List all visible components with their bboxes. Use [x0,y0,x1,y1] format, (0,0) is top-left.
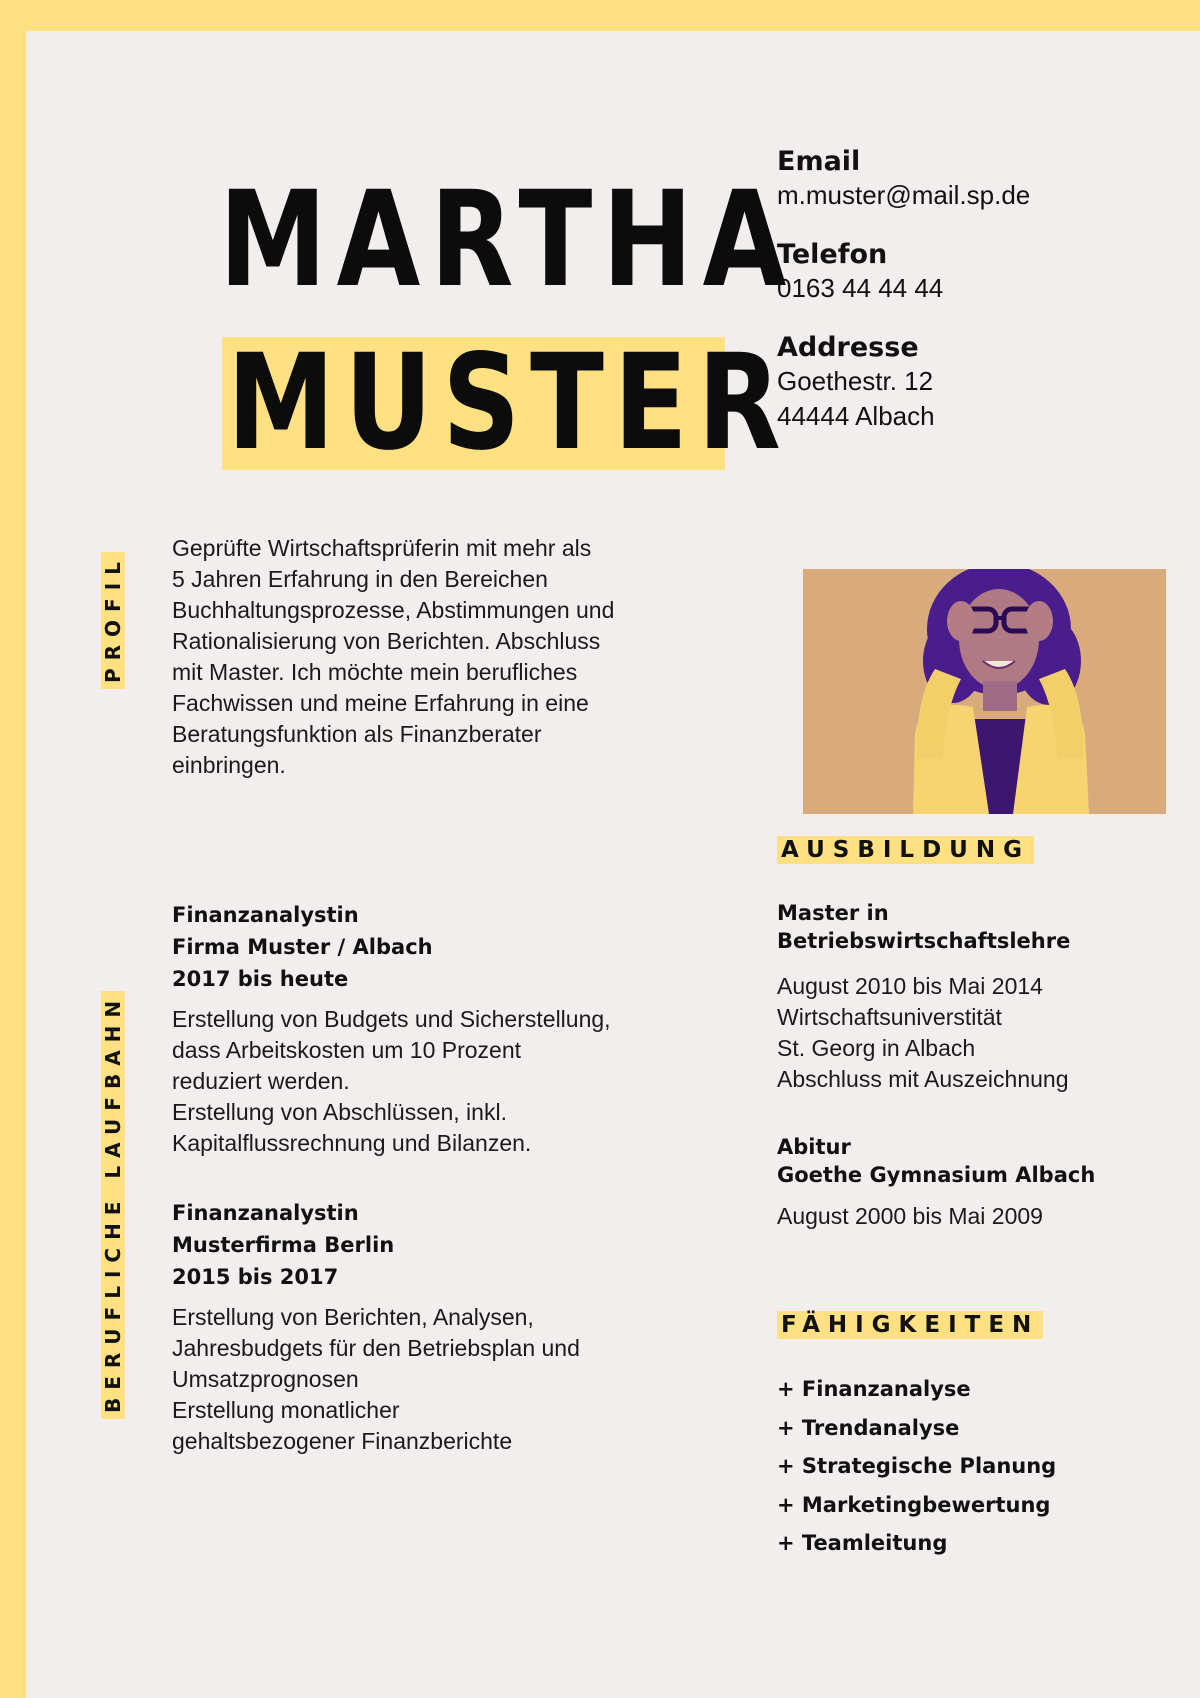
education-entry [777,1133,1177,1232]
profile-line: Geprüfte Wirtschaftsprüferin mit mehr als [172,535,592,561]
phone-value: 0163 44 44 44 [777,273,944,303]
job-company: Musterfirma Berlin [172,1233,395,1257]
resume-page [26,31,1200,1698]
last-name: MUSTER [227,326,791,480]
profile-text [172,533,652,781]
profile-line: einbringen. [172,752,286,778]
job-line: Umsatzprognosen [172,1366,359,1392]
skills-list [777,1370,1177,1563]
address-street: Goethestr. 12 [777,366,934,396]
career-section-label: BERUFLICHE LAUFBAHN [101,991,125,1419]
job-line: Erstellung von Abschlüssen, inkl. [172,1099,507,1125]
education-list [777,899,1177,1232]
job-period: 2017 bis heute [172,967,349,991]
address-label: Addresse [777,332,919,363]
job-description [172,1004,672,1159]
education-line: Abschluss mit Auszeichnung [777,1066,1069,1092]
email-label: Email [777,146,861,177]
profile-line: Fachwissen und meine Erfahrung in eine [172,690,589,716]
job-line: Erstellung von Berichten, Analysen, [172,1304,534,1330]
profile-line: Buchhaltungsprozesse, Abstimmungen und [172,597,615,623]
contact-phone [777,239,1177,306]
education-line: August 2010 bis Mai 2014 [777,973,1043,999]
profile-section-label: PROFIL [101,552,125,689]
contact-address [777,332,1177,434]
education-details [777,971,1177,1095]
job-line: Jahresbudgets für den Betriebsplan und [172,1335,580,1361]
job-line: Erstellung monatlicher [172,1397,400,1423]
contact-email [777,146,1177,213]
portrait-photo-icon [803,569,1166,814]
profile-line: Rationalisierung von Berichten. Abschluss [172,628,601,654]
skill-item: + Teamleitung [777,1531,948,1555]
job-entry [172,1197,672,1457]
education-entry [777,899,1177,1095]
job-line: gehaltsbezogener Finanzberichte [172,1428,513,1454]
education-line: St. Georg in Albach [777,1035,976,1061]
portrait-illustration [803,569,1166,814]
job-description [172,1302,672,1457]
skill-item: + Strategische Planung [777,1454,1057,1478]
skills-section-title: FÄHIGKEITEN [777,1311,1043,1339]
education-line: August 2000 bis Mai 2009 [777,1203,1043,1229]
education-degree-subject: Betriebswirtschaftslehre [777,929,1071,953]
education-section-title: AUSBILDUNG [777,836,1034,864]
profile-line: 5 Jahren Erfahrung in den Bereichen [172,566,548,592]
address-city: 44444 Albach [777,401,935,431]
skill-item: + Trendanalyse [777,1415,960,1440]
first-name: MARTHA [219,163,797,317]
skill-item: + Marketingbewertung [777,1492,1051,1517]
job-line: reduziert werden. [172,1068,350,1094]
profile-line: Beratungsfunktion als Finanzberater [172,721,542,747]
profile-line: mit Master. Ich möchte mein berufliches [172,659,578,685]
job-company: Firma Muster / Albach [172,935,433,959]
job-period: 2015 bis 2017 [172,1265,339,1289]
contact-block [777,146,1177,434]
job-title: Finanzanalystin [172,1201,359,1225]
education-line: Wirtschaftsuniverstität [777,1004,1002,1030]
education-details [777,1201,1177,1232]
job-line: Erstellung von Budgets und Sicherstellung, [172,1006,611,1032]
phone-label: Telefon [777,239,888,270]
skill-item: + Finanzanalyse [777,1377,971,1401]
job-entry [172,899,672,1159]
email-value: m.muster@mail.sp.de [777,180,1031,210]
career-list [172,899,672,1457]
job-line: Kapitalflussrechnung und Bilanzen. [172,1130,532,1156]
job-line: dass Arbeitskosten um 10 Prozent [172,1037,522,1063]
job-title: Finanzanalystin [172,903,359,927]
education-school: Goethe Gymnasium Albach [777,1163,1096,1187]
education-degree: Master in [777,901,889,925]
education-degree: Abitur [777,1135,851,1159]
